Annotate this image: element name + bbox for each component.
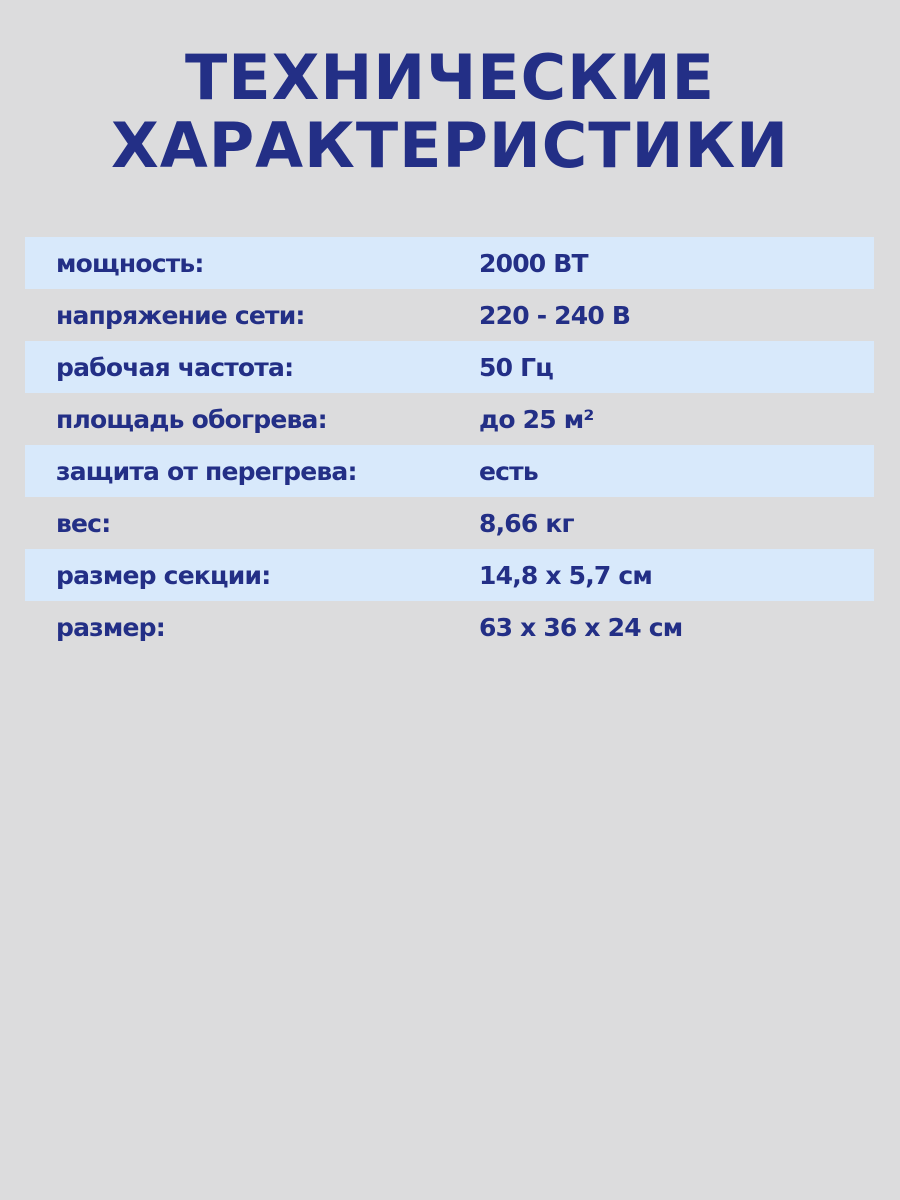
spec-value: 14,8 х 5,7 см [479, 561, 653, 590]
specs-table [25, 237, 874, 653]
spec-value: 63 х 36 х 24 см [479, 613, 683, 642]
spec-label: размер секции: [56, 561, 271, 590]
spec-label: рабочая частота: [56, 353, 294, 382]
spec-label: защита от перегрева: [56, 457, 357, 486]
spec-label: размер: [56, 613, 165, 642]
spec-label: площадь обогрева: [56, 405, 327, 434]
spec-value: 50 Гц [479, 353, 553, 382]
spec-value: 8,66 кг [479, 509, 574, 538]
spec-row-power [25, 237, 874, 289]
spec-row-size [25, 601, 874, 653]
spec-row-voltage [25, 289, 874, 341]
spec-value: есть [479, 457, 538, 486]
spec-label: вес: [56, 509, 111, 538]
spec-value: 220 - 240 В [479, 301, 631, 330]
spec-value: 2000 ВТ [479, 249, 588, 278]
spec-row-heating-area [25, 393, 874, 445]
spec-label: напряжение сети: [56, 301, 305, 330]
spec-label: мощность: [56, 249, 204, 278]
spec-row-overheat-protection [25, 445, 874, 497]
spec-value: до 25 м² [479, 405, 594, 434]
page-title-line-2: ХАРАКТЕРИСТИКИ [110, 109, 790, 182]
spec-row-frequency [25, 341, 874, 393]
page-title-line-1: ТЕХНИЧЕСКИЕ [184, 41, 716, 114]
spec-row-section-size [25, 549, 874, 601]
spec-row-weight [25, 497, 874, 549]
